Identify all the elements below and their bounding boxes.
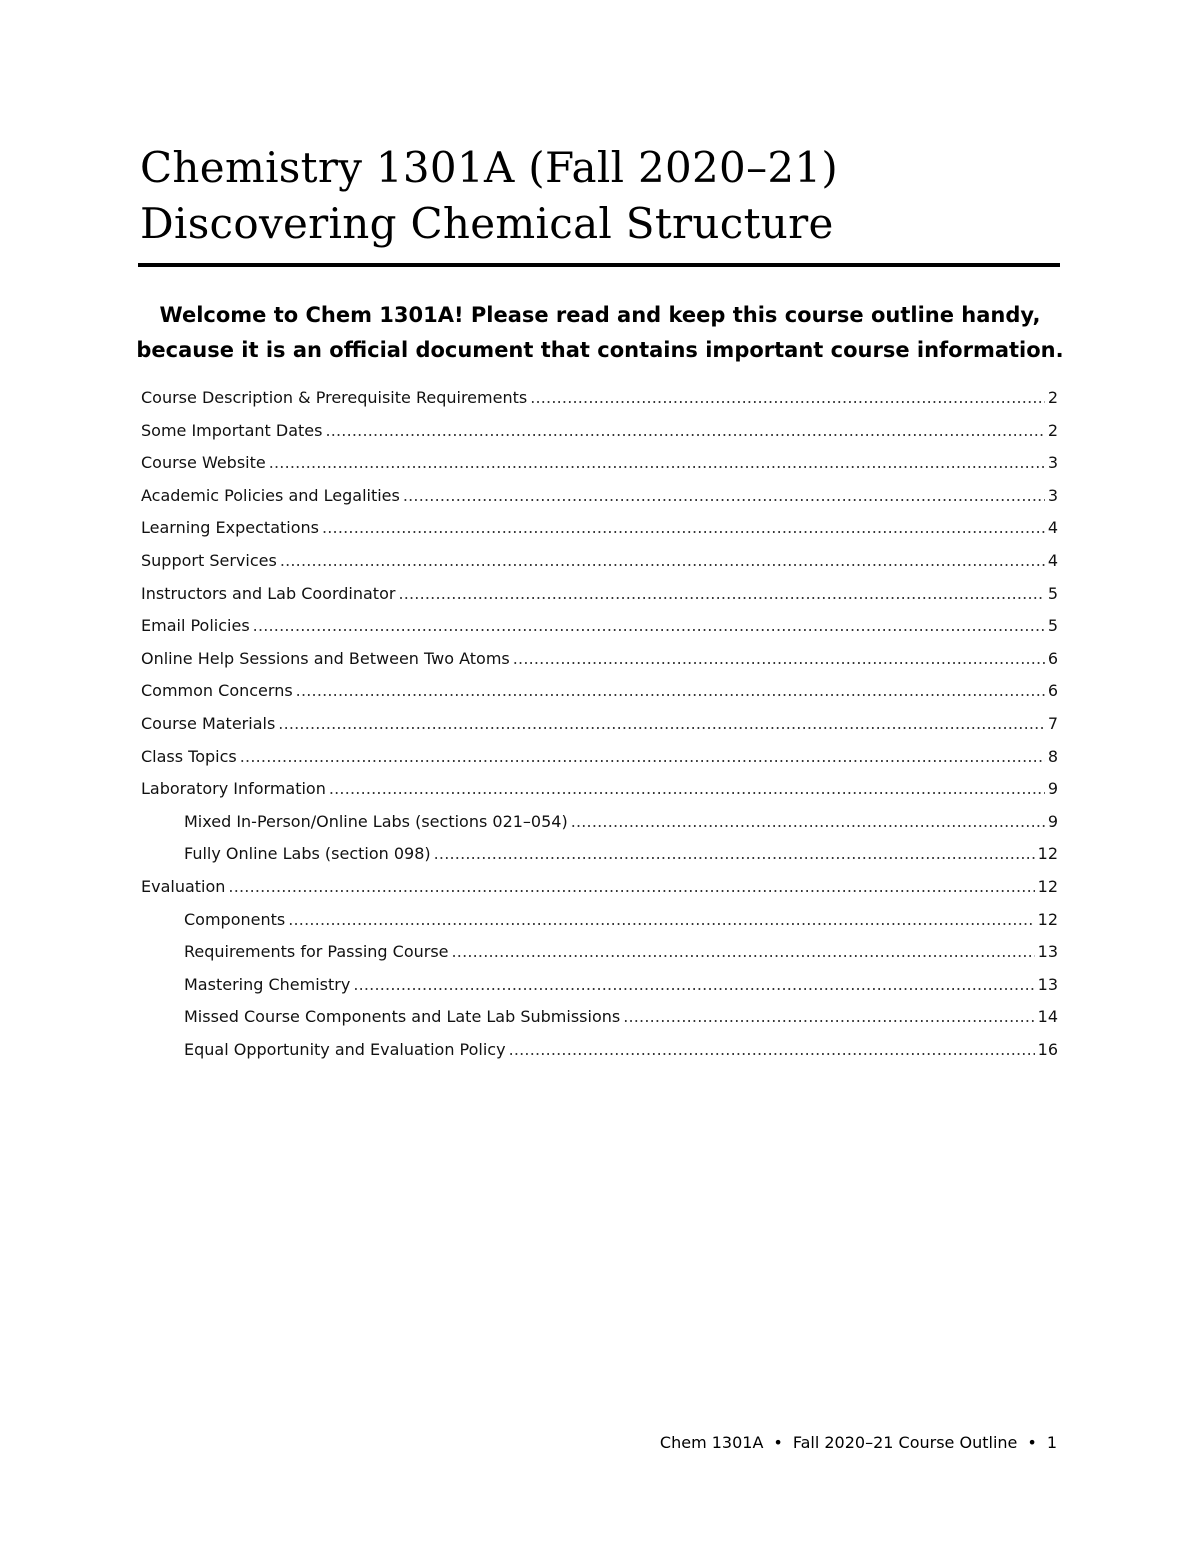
welcome-line-1: Welcome to Chem 1301A! Please read and keep this course outline handy, <box>159 303 1041 327</box>
toc-entry-page: 5 <box>1047 583 1058 603</box>
welcome-line-2: because it is an official document that contains important course information. <box>136 338 1064 362</box>
toc-entry[interactable] <box>141 1040 1058 1073</box>
toc-entry[interactable] <box>141 779 1058 812</box>
toc-entry-label: Academic Policies and Legalities <box>141 485 400 505</box>
title-divider <box>138 263 1060 267</box>
toc-entry[interactable] <box>141 616 1058 649</box>
toc-entry[interactable] <box>141 453 1058 486</box>
toc-entry-label: Evaluation <box>141 876 226 896</box>
welcome-message <box>120 298 1080 368</box>
toc-dot-leader <box>280 551 1045 570</box>
toc-dot-leader <box>398 584 1044 603</box>
toc-dot-leader <box>434 844 1035 863</box>
toc-entry-label: Email Policies <box>141 616 250 636</box>
toc-dot-leader <box>513 649 1045 668</box>
toc-entry-page: 4 <box>1047 550 1058 570</box>
toc-dot-leader <box>530 388 1045 407</box>
toc-entry[interactable] <box>141 584 1058 617</box>
toc-dot-leader <box>329 779 1045 798</box>
toc-entry-page: 9 <box>1047 779 1058 799</box>
toc-entry[interactable] <box>141 518 1058 551</box>
toc-entry-label: Mastering Chemistry <box>184 974 351 994</box>
toc-entry[interactable] <box>141 844 1058 877</box>
toc-entry-page: 13 <box>1037 942 1058 962</box>
toc-entry-page: 6 <box>1047 681 1058 701</box>
footer-term: Fall 2020–21 Course Outline <box>792 1433 1018 1452</box>
toc-entry-label: Some Important Dates <box>141 420 323 440</box>
toc-dot-leader <box>288 910 1034 929</box>
toc-entry-page: 16 <box>1037 1039 1058 1059</box>
toc-dot-leader <box>228 877 1034 896</box>
footer-bullet-2: • <box>1027 1433 1037 1452</box>
toc-entry-page: 12 <box>1037 909 1058 929</box>
footer-course: Chem 1301A <box>659 1433 764 1452</box>
toc-dot-leader <box>278 714 1045 733</box>
toc-entry[interactable] <box>141 975 1058 1008</box>
toc-entry-label: Course Description & Prerequisite Requirements <box>141 388 528 407</box>
toc-dot-leader <box>296 681 1045 700</box>
toc-entry-label: Common Concerns <box>141 681 293 701</box>
toc-entry[interactable] <box>141 551 1058 584</box>
toc-entry-label: Support Services <box>141 550 277 570</box>
toc-entry-page: 3 <box>1047 453 1058 473</box>
toc-dot-leader <box>322 518 1045 537</box>
toc-entry-label: Class Topics <box>141 746 237 766</box>
toc-entry-page: 8 <box>1047 746 1058 766</box>
title-line-subtitle: Discovering Chemical Structure <box>140 199 834 248</box>
page-footer <box>660 1433 1057 1452</box>
toc-dot-leader <box>571 812 1045 831</box>
toc-entry-page: 9 <box>1047 811 1058 831</box>
toc-dot-leader <box>623 1007 1034 1026</box>
toc-entry-page: 12 <box>1037 844 1058 864</box>
toc-entry[interactable] <box>141 649 1058 682</box>
toc-entry-label: Fully Online Labs (section 098) <box>184 844 431 864</box>
toc-dot-leader <box>509 1040 1035 1059</box>
toc-dot-leader <box>452 942 1035 961</box>
toc-entry[interactable] <box>141 388 1058 421</box>
toc-entry-page: 12 <box>1037 876 1058 896</box>
toc-entry-label: Course Materials <box>141 713 276 733</box>
toc-entry-label: Missed Course Components and Late Lab Submissions <box>184 1007 621 1027</box>
toc-entry-label: Mixed In-Person/Online Labs (sections 021–054) <box>184 811 568 831</box>
toc-dot-leader <box>240 747 1045 766</box>
toc-entry-label: Online Help Sessions and Between Two Atoms <box>141 648 510 668</box>
toc-entry[interactable] <box>141 942 1058 975</box>
toc-entry-label: Learning Expectations <box>141 518 319 538</box>
table-of-contents <box>141 388 1058 1072</box>
toc-dot-leader <box>269 453 1045 472</box>
toc-entry-page: 2 <box>1047 420 1058 440</box>
toc-dot-leader <box>353 975 1034 994</box>
toc-entry-page: 6 <box>1047 648 1058 668</box>
toc-entry-label: Requirements for Passing Course <box>184 942 449 962</box>
toc-entry[interactable] <box>141 812 1058 845</box>
toc-entry-page: 14 <box>1037 1007 1058 1027</box>
document-title <box>140 140 1060 252</box>
toc-entry-page: 3 <box>1047 485 1058 505</box>
toc-entry-label: Laboratory Information <box>141 779 326 799</box>
toc-entry-page: 13 <box>1037 974 1058 994</box>
footer-bullet-1: • <box>773 1433 783 1452</box>
toc-entry[interactable] <box>141 714 1058 747</box>
toc-dot-leader <box>403 486 1045 505</box>
toc-entry[interactable] <box>141 486 1058 519</box>
toc-entry-page: 7 <box>1047 713 1058 733</box>
toc-entry[interactable] <box>141 681 1058 714</box>
toc-entry[interactable] <box>141 1007 1058 1040</box>
toc-dot-leader <box>325 421 1044 440</box>
toc-entry[interactable] <box>141 910 1058 943</box>
toc-entry-label: Course Website <box>141 453 266 473</box>
toc-entry-label: Instructors and Lab Coordinator <box>141 583 396 603</box>
toc-entry[interactable] <box>141 421 1058 454</box>
toc-dot-leader <box>253 616 1045 635</box>
toc-entry-label: Equal Opportunity and Evaluation Policy <box>184 1039 506 1059</box>
toc-entry-page: 5 <box>1047 616 1058 636</box>
toc-entry-page: 2 <box>1047 388 1058 407</box>
footer-page-number: 1 <box>1046 1433 1057 1452</box>
toc-entry-label: Components <box>184 909 286 929</box>
toc-entry[interactable] <box>141 877 1058 910</box>
toc-entry[interactable] <box>141 747 1058 780</box>
toc-entry-page: 4 <box>1047 518 1058 538</box>
title-line-course: Chemistry 1301A (Fall 2020–21) <box>140 143 839 192</box>
